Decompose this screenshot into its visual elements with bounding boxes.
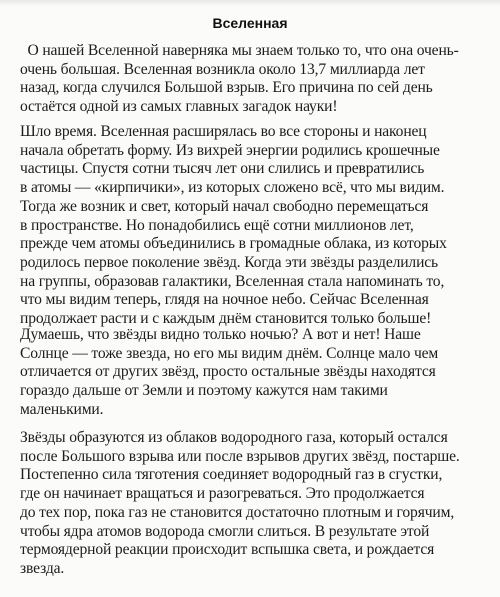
text-line: звезда. (20, 559, 65, 577)
text-line: Думаешь, что звёзды видно только ночью? А вот и нет! Наше (20, 326, 421, 343)
paragraph-3 (20, 326, 482, 420)
text-line: Тогда же возник и свет, который начал свободно перемещаться (20, 197, 429, 215)
text-line: что мы видим теперь, глядя на ночное небо. Сейчас Вселенная (20, 291, 429, 309)
text-line: начала обретать форму. Из вихрей энергии родились крошечные (20, 141, 440, 159)
text-line: Постепенно сила тяготения соединяет водородный газ в сгустки, (20, 466, 443, 484)
text-line: О нашей Вселенной наверняка мы знаем только то, что она очень- (20, 42, 459, 59)
text-line: после Большого взрыва или после взрывов других звёзд, постарше. (20, 447, 460, 465)
text-line: где он начинает вращаться и разогреваться. Это продолжается (20, 485, 425, 503)
text-line: маленькими. (20, 400, 104, 418)
text-line: термоядерной реакции происходит вспышка света, и рождается (20, 541, 435, 559)
text-line: в пространстве. Но понадобились ещё сотни миллионов лет, (20, 216, 414, 234)
text-line: в атомы — «кирпичики», из которых сложено всё, что мы видим. (20, 179, 445, 197)
text-line: на группы, образовав галактики, Вселенная стала напоминать то, (20, 272, 445, 290)
text-line: частицы. Спустя сотни тысяч лет они слились и превратились (20, 160, 425, 178)
text-line: назад, когда случился Большой взрыв. Его причина по сей день (20, 79, 433, 97)
text-line: прежде чем атомы объединились в громадные облака, из которых (20, 235, 447, 253)
text-line: отличается от других звёзд, просто остальные звёзды находятся (20, 363, 436, 381)
text-line: чтобы ядра атомов водорода смогли слиться. В результате этой (20, 522, 430, 540)
text-line: очень большая. Вселенная возникла около 13,7 миллиарда лет (20, 60, 425, 78)
text-line: Солнце — тоже звезда, но его мы видим днём. Солнце мало чем (20, 344, 439, 362)
paragraph-1 (20, 42, 482, 117)
text-line: Шло время. Вселенная расширялась во все стороны и наконец (20, 123, 427, 140)
paragraph-4 (20, 429, 482, 579)
text-line: до тех пор, пока газ не становится достаточно плотным и горячим, (20, 503, 455, 521)
text-line: Звёзды образуются из облаков водородного газа, который остался (20, 429, 448, 446)
text-line: продолжает расти и с каждым днём становится только больше! (20, 310, 432, 328)
document-title: Вселенная (212, 15, 288, 31)
text-line: остаётся одной из самых главных загадок науки! (20, 98, 338, 116)
paragraph-2 (20, 123, 482, 329)
text-line: гораздо дальше от Земли и поэтому кажутся нам такими (20, 382, 388, 400)
text-line: родилось первое поколение звёзд. Когда эти звёзды разделились (20, 253, 438, 271)
